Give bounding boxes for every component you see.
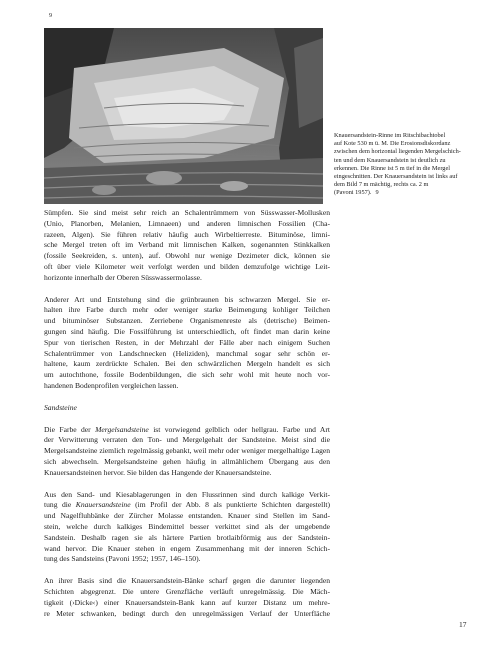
paragraph-sandstone-2	[44, 490, 330, 566]
text-line: sich abwechseln. Mergelsandsteine gehen häufig in allmählichem Übergang aus den	[44, 456, 330, 466]
paragraph-sandstone-3	[44, 576, 330, 619]
text-line: Knauersandsteinen hervor. Sie bilden das Hangende der Knauersandsteine.	[44, 467, 272, 477]
text-run: (im Profil der Abb. 8 als punktierte Schichten dargestellt)	[130, 500, 331, 510]
text-line: der Verwitterung verraten den Ton- und Mergelgehalt der Sandsteine. Meist sind die	[44, 435, 330, 445]
text-line: handenen Bodenprofilen vergleichen lassen.	[44, 380, 179, 390]
text-line: wand hervor. Die Knauer stehen in engem Zusammenhang mit der inneren Schich-	[44, 543, 330, 553]
text-line: Anderer Art und Entstehung sind die grünbraunen bis schwarzen Mergel. Sie er-	[44, 294, 330, 304]
paragraph-marls-1	[44, 208, 330, 284]
text-run: tung die	[44, 500, 76, 510]
text-line: Sandstein. Deshalb ragen sie als härtere Partien brotlaibförmig aus der Sandstein-	[44, 532, 330, 542]
text-line: Mergelsandsteine ziemlich regelmässig gebankt, weil mehr oder weniger mergelhaltige Lagen	[44, 446, 331, 456]
text-line: (fossile Seekreiden, s. unten), auf. Obwohl nur wenige Dezimeter dick, können sie	[44, 251, 330, 261]
caption-line: Knauersandstein-Rinne im Ritschibachtobel	[334, 132, 446, 139]
photo-illustration	[44, 28, 323, 204]
figure-photo-sandstone-channel	[44, 28, 323, 204]
text-line: horizonte innerhalb der Oberen Süsswassermolasse.	[44, 272, 202, 282]
emphasis: Knauersandsteine	[75, 500, 131, 510]
text-line: gungen sind häufig. Die Fossilführung ist unterschiedlich, oft findet man darin keine	[44, 326, 330, 336]
text-line: sche Mergel treten oft im Verband mit limnischen Kalken, sogenannten Stinkkalken	[44, 240, 330, 250]
text-line: Sümpfen. Sie sind meist sehr reich an Schalentrümmern von Süsswasser-Mollusken	[44, 208, 330, 217]
caption-line: ten und dem Knauersandstein ist deutlich zu	[334, 156, 446, 164]
text-line: und bituminöser Substanzen. Zerriebene Organismenreste als (detrische) Beimen-	[44, 316, 330, 326]
text-line: stein, welche durch kalkiges Bindemittel besser verkittet sind als der umgebende	[44, 521, 330, 531]
text-line: Schalentrümmer von Landschnecken (Heliziden), manchmal sogar sehr schön er-	[44, 348, 330, 358]
text-line: tigkeit (›Dicke‹) einer Knauersandstein-Bank kann auf kurzer Distanz um mehre-	[44, 597, 330, 607]
text-line: An ihrer Basis sind die Knauersandstein-Bänke scharf gegen die darunter liegenden	[44, 576, 330, 586]
paragraph-sandstone-1	[44, 425, 330, 479]
paragraph-marls-2	[44, 295, 330, 392]
text-line: Spur von tierischen Resten, in der Mehrzahl der Fälle aber nach einigem Suchen	[44, 337, 330, 347]
figure-caption	[334, 132, 470, 198]
text-line: um autochthone, fossile Bodenbildungen, die sich sehr wohl mit heute noch vor-	[44, 370, 330, 380]
caption-line: erkennen. Die Rinne ist 5 m tief in die Mergel	[334, 164, 450, 172]
text-line	[44, 425, 330, 436]
caption-line: zwischen dem horizontal liegenden Mergelschich-	[334, 148, 461, 156]
page-number: 17	[459, 620, 467, 629]
text-run: Die Farbe der	[44, 424, 96, 434]
caption-figure-ref: 9	[375, 189, 379, 197]
text-line: oft über viele Kilometer weit verfolgt werden und bilden demzufolge wichtige Leit-	[44, 261, 330, 271]
text-line: und Nagelfluhbänke der Zürcher Molasse entstanden. Knauer sind Stellen im Sand-	[44, 511, 330, 521]
text-line: Schichten abgegrenzt. Die untere Grenzfläche verläuft unregelmässig. Die Mäch-	[44, 586, 330, 596]
text-run: ist vorwiegend gelblich oder hellgrau. Farbe und Art	[148, 424, 330, 434]
figure-number: 9	[49, 13, 52, 19]
caption-line	[334, 189, 470, 197]
main-text	[44, 208, 330, 619]
text-line	[44, 500, 330, 511]
caption-line: eingeschnitten. Der Knauersandstein ist links auf	[334, 173, 458, 181]
text-line: haltene, kaum zerdrückte Schalen. Bei den schwärzlichen Mergeln handelt es sich	[44, 359, 330, 369]
text-line: halten ihre Farbe durch mehr oder weniger starke Beimengung kohliger Teilchen	[44, 305, 330, 315]
text-line: razeen, Algen). Sie führen relativ häufig auch Wirbeltierreste. Bituminöse, limni-	[44, 229, 330, 239]
caption-line: dem Bild 7 m mächtig, rechts ca. 2 m	[334, 181, 429, 189]
emphasis: Mergelsandsteine	[95, 424, 149, 434]
text-line: (Unio, Planorben, Melanien, Limnaeen) und anderen limnischen Fossilien (Cha-	[44, 218, 330, 228]
section-heading: Sandsteine	[44, 402, 77, 412]
text-line: Aus den Sand- und Kiesablagerungen in den Flussrinnen sind durch kalkige Verkit-	[44, 489, 330, 499]
caption-citation: (Pavoni 1957).	[334, 189, 372, 197]
text-line: re Meter schwanken, bedingt durch den unregelmässigen Verlauf der Unterfläche	[44, 608, 330, 618]
text-line: tung des Sandsteins (Pavoni 1952; 1957, 146–150).	[44, 554, 201, 564]
caption-line: auf Kote 530 m ü. M. Die Erosionsdiskordanz	[334, 140, 451, 148]
